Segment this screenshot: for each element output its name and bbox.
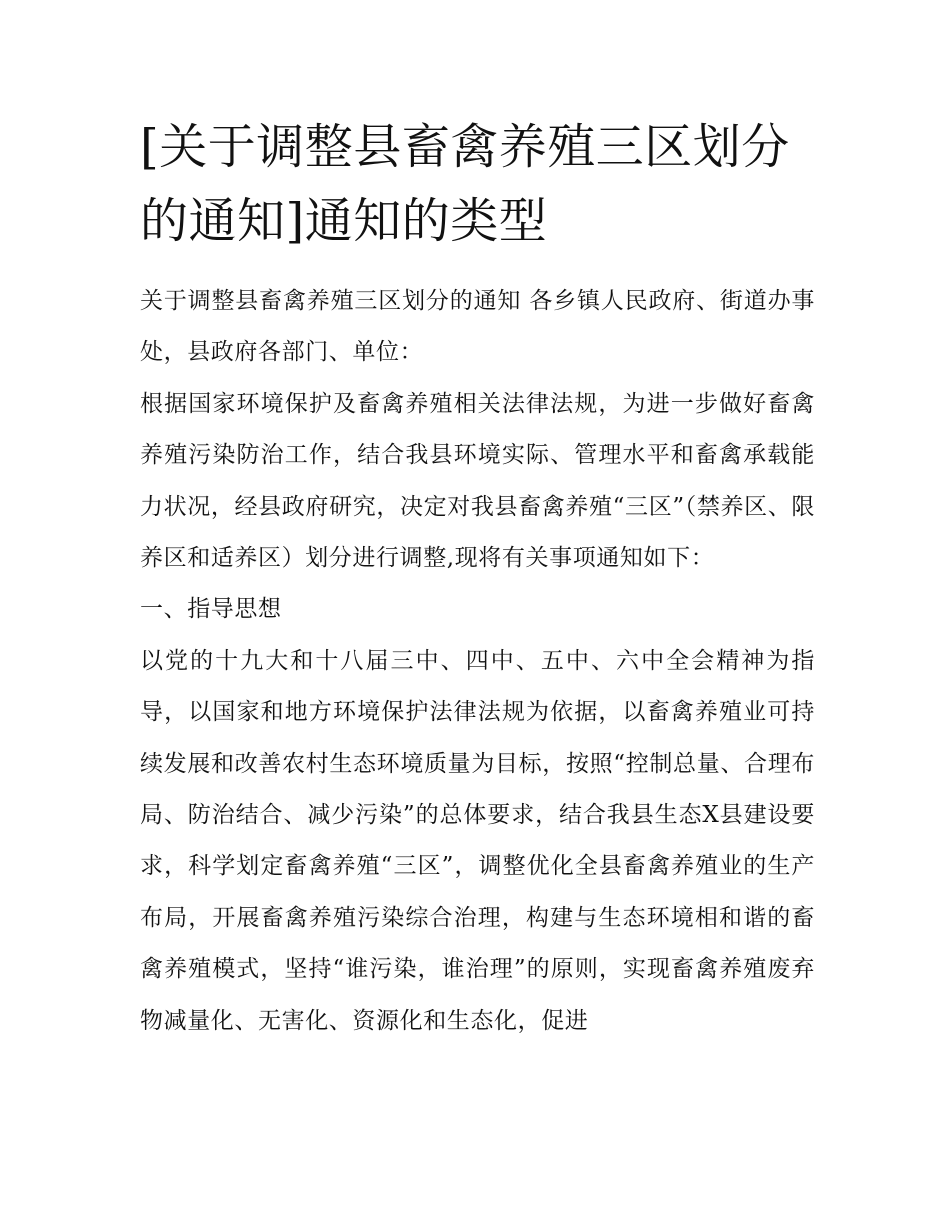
paragraph-guiding-ideology: 以党的十九大和十八届三中、四中、五中、六中全会精神为指导，以国家和地方环境保护法律法规为依据，以畜禽养殖业可持续发展和改善农村生态环境质量为目标，按照“控制总量、合理布局、防治结合、减少污染”的总体要求，结合我县生态X县建设要求，科学划定畜禽养殖“三区”，调整优化全县畜禽养殖业的生产布局，开展畜禽养殖污染综合治理，构建与生态环境相和谐的畜禽养殖模式，坚持“谁污染，谁治理”的原则，实现畜禽养殖废弃物减量化、无害化、资源化和生态化，促进	[140, 647, 815, 1034]
paragraph-introduction: 根据国家环境保护及畜禽养殖相关法律法规，为进一步做好畜禽养殖污染防治工作，结合我县环境实际、管理水平和畜禽承载能力状况，经县政府研究，决定对我县畜禽养殖“三区”（禁养区、限养区和适养区）划分进行调整,现将有关事项通知如下：	[140, 390, 815, 572]
section-heading-guiding-ideology: 一、指导思想	[140, 596, 282, 623]
paragraph-salutation: 关于调整县畜禽养殖三区划分的通知 各乡镇人民政府、街道办事处，县政府各部门、单位：	[140, 288, 815, 366]
document-body	[140, 276, 815, 1047]
document-title: [关于调整县畜禽养殖三区划分的通知]通知的类型	[140, 119, 790, 249]
